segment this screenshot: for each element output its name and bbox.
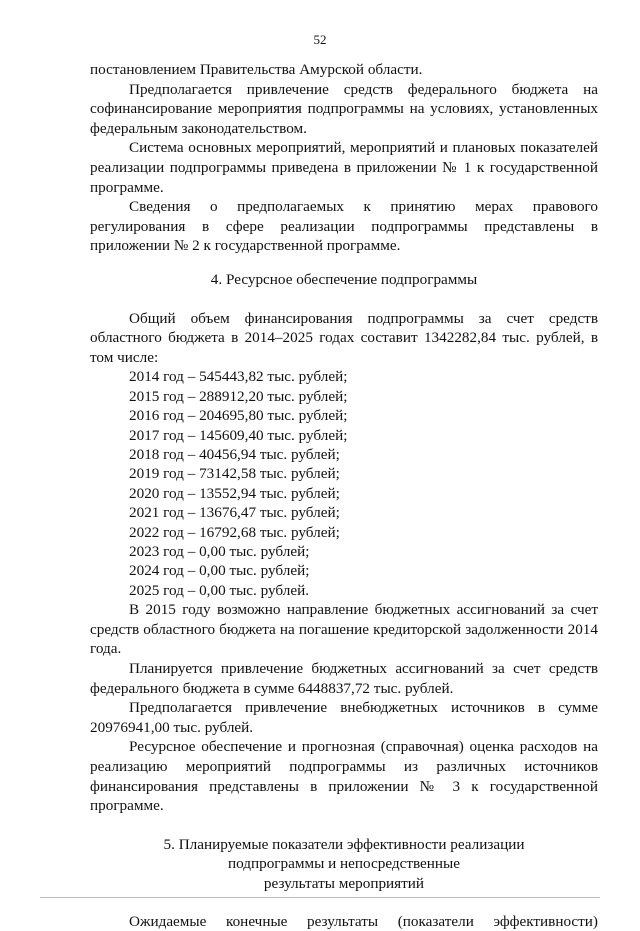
paragraph: Система основных мероприятий, мероприятий и плановых показателей реализации подпрограммы приведена в приложении № 1 к государственной программе. [90,138,598,197]
funding-intro: Общий объем финансирования подпрограммы за счет средств областного бюджета в 2014–2025 годах составит 1342282,84 тыс. рублей, в том числе: [90,309,598,368]
page-body [90,60,598,931]
list-item: 2015 год – 288912,20 тыс. рублей; [129,387,598,406]
list-item: 2014 год – 545443,82 тыс. рублей; [129,367,598,386]
list-item: 2025 год – 0,00 тыс. рублей. [129,581,598,600]
paragraph: Ресурсное обеспечение и прогнозная (справочная) оценка расходов на реализацию мероприятий подпрограммы из различных источников финансирования представлены в приложении № 3 к государственной программе. [90,737,598,815]
section-5-heading-line: результаты мероприятий [90,874,598,894]
word: результаты [307,912,378,931]
paragraph: Сведения о предполагаемых к принятию мерах правового регулирования в сфере реализации подпрограммы представлены в приложении № 2 к государственной программе. [90,197,598,256]
section-4-heading: 4. Ресурсное обеспечение подпрограммы [90,270,598,290]
paragraph: постановлением Правительства Амурской области. [90,60,598,80]
word: Ожидаемые [129,912,206,931]
list-item: 2017 год – 145609,40 тыс. рублей; [129,426,598,445]
paragraph: В 2015 году возможно направление бюджетных ассигнований за счет средств областного бюджета на погашение кредиторской задолженности 2014 года. [90,600,598,659]
page-number: 52 [0,32,640,48]
list-item: 2023 год – 0,00 тыс. рублей; [129,542,598,561]
list-item: 2021 год – 13676,47 тыс. рублей; [129,503,598,522]
word: эффективности) [493,912,598,931]
section-5-heading [90,835,598,894]
paragraph: Предполагается привлечение внебюджетных источников в сумме 20976941,00 тыс. рублей. [90,698,598,737]
funding-by-year-list [90,367,598,600]
list-item: 2018 год – 40456,94 тыс. рублей; [129,445,598,464]
paragraph: Предполагается привлечение средств федерального бюджета на софинансирование мероприятия подпрограммы на условиях, установленных федеральным законодательством. [90,80,598,139]
list-item: 2019 год – 73142,58 тыс. рублей; [129,464,598,483]
list-item: 2020 год – 13552,94 тыс. рублей; [129,484,598,503]
paragraph: Планируется привлечение бюджетных ассигнований за счет средств федерального бюджета в сумме 6448837,72 тыс. рублей. [90,659,598,698]
section-5-heading-line: подпрограммы и непосредственные [90,854,598,874]
list-item: 2016 год – 204695,80 тыс. рублей; [129,406,598,425]
word: конечные [226,912,287,931]
page-bottom-edge [40,897,600,898]
expected-results-line [90,912,598,931]
section-5-heading-line: 5. Планируемые показатели эффективности реализации [90,835,598,855]
list-item: 2022 год – 16792,68 тыс. рублей; [129,523,598,542]
list-item: 2024 год – 0,00 тыс. рублей; [129,561,598,580]
word: (показатели [398,912,474,931]
